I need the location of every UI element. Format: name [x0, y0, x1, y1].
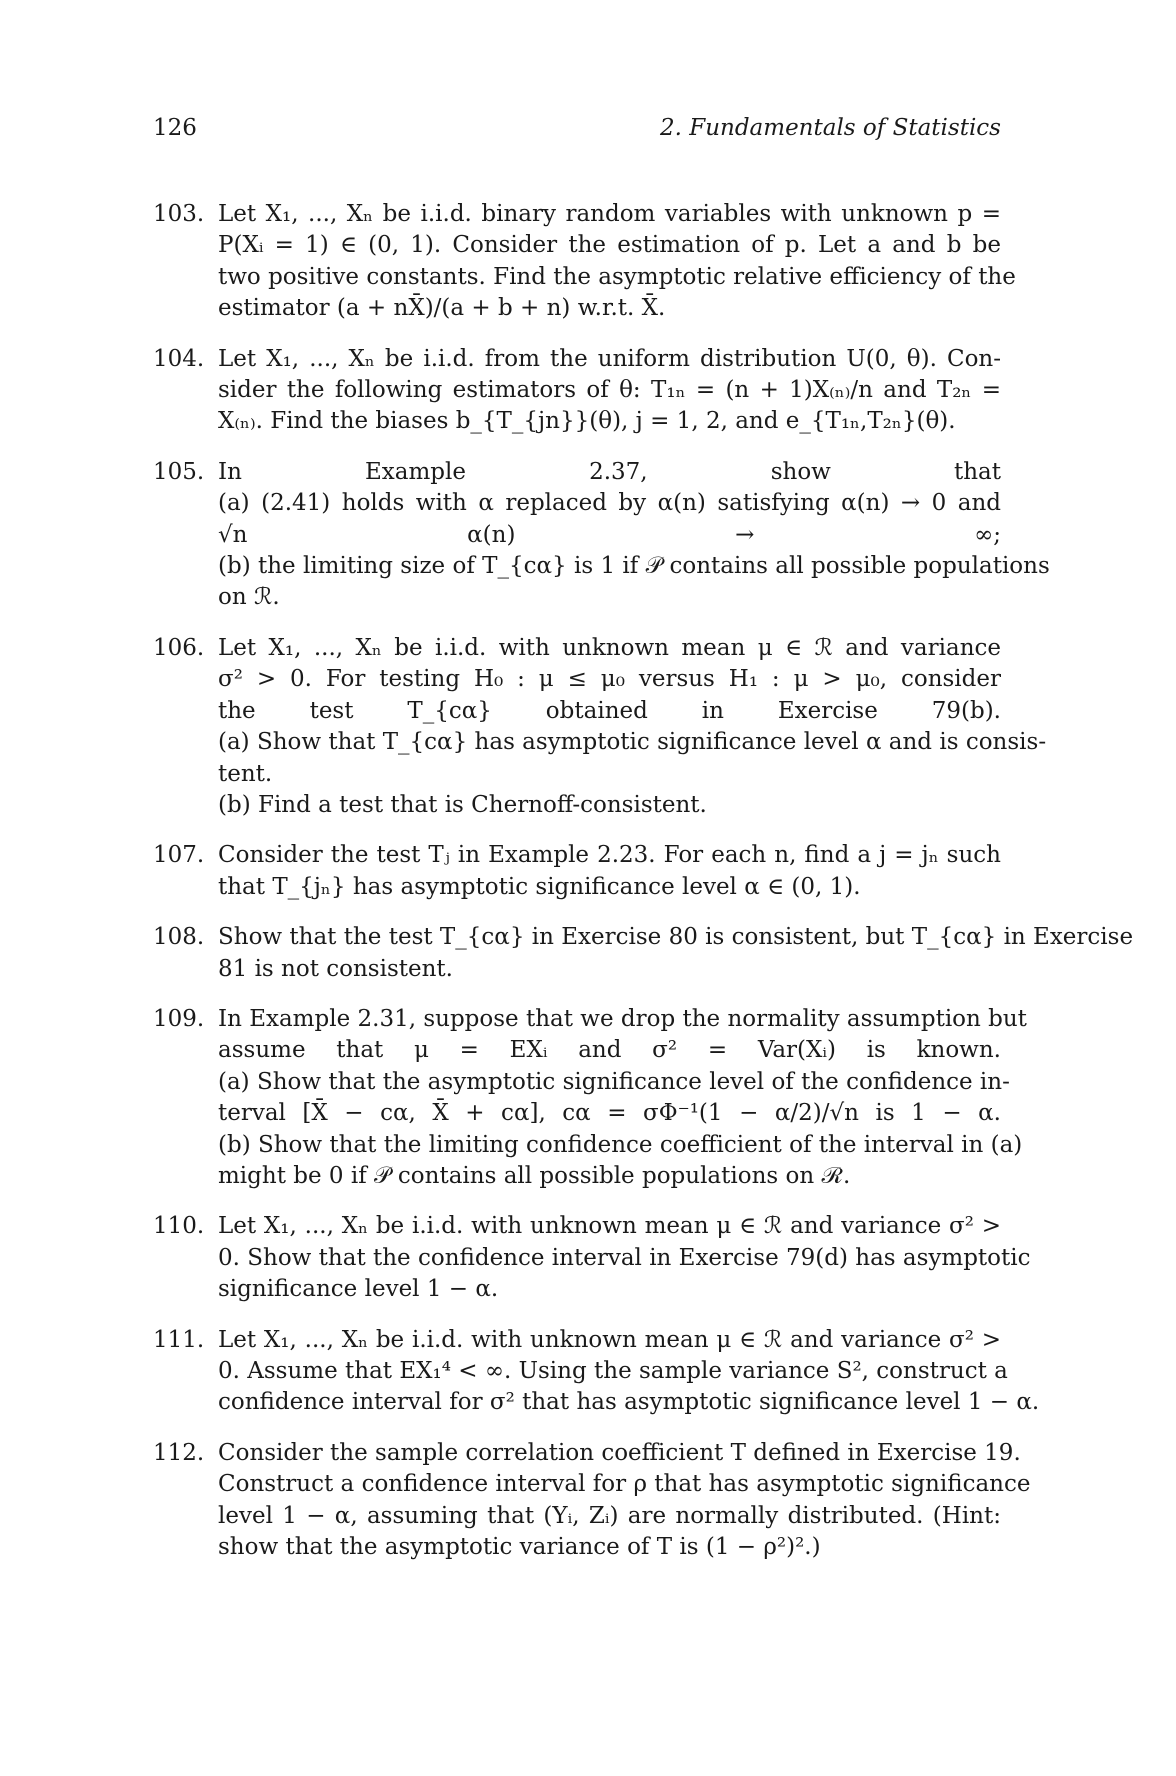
exercise-line: In Example 2.37, show that	[218, 458, 1001, 485]
exercise-line: assume that μ = EXᵢ and σ² = Var(Xᵢ) is known.	[218, 1037, 1001, 1064]
exercise-number: 111.	[153, 1326, 205, 1353]
exercise-item	[153, 344, 1001, 438]
exercise-line: significance level 1 − α.	[218, 1276, 499, 1303]
exercise-list	[153, 199, 1134, 1582]
exercise-text	[218, 1004, 1027, 1192]
exercise-item	[153, 1438, 1031, 1564]
exercise-line: level 1 − α, assuming that (Yᵢ, Zᵢ) are normally distributed. (Hint:	[218, 1502, 1001, 1529]
exercise-text	[218, 199, 1016, 325]
exercise-number: 110.	[153, 1213, 205, 1240]
exercise-text	[218, 922, 1134, 985]
exercise-item	[153, 1004, 1027, 1192]
exercise-line: Let X₁, ..., Xₙ be i.i.d. from the uniform distribution U(0, θ). Con-	[218, 345, 1001, 372]
running-head	[153, 111, 1001, 145]
exercise-line: show that the asymptotic variance of T is (1 − ρ²)².)	[218, 1534, 821, 1561]
exercise-line: Let X₁, ..., Xₙ be i.i.d. binary random variables with unknown p =	[218, 201, 1001, 227]
exercise-line: the test T_{cα} obtained in Exercise 79(b).	[218, 697, 1001, 724]
exercise-line: (a) Show that the asymptotic significance level of the confidence in-	[218, 1068, 1010, 1095]
exercise-item	[153, 633, 1047, 821]
exercise-item	[153, 457, 1050, 614]
exercise-line: Let X₁, ..., Xₙ be i.i.d. with unknown mean μ ∈ ℛ and variance σ² >	[218, 1213, 1001, 1240]
chapter-title: 2. Fundamentals of Statistics	[659, 115, 1001, 141]
exercise-line: (a) Show that T_{cα} has asymptotic significance level α and is consis-	[218, 729, 1047, 756]
exercise-line: Let X₁, ..., Xₙ be i.i.d. with unknown mean μ ∈ ℛ and variance σ² >	[218, 1326, 1001, 1353]
exercise-line: (b) Find a test that is Chernoff-consistent.	[218, 791, 707, 818]
exercise-text	[218, 1211, 1031, 1305]
exercise-number: 103.	[153, 201, 205, 227]
exercise-line: two positive constants. Find the asymptotic relative efficiency of the	[218, 263, 1016, 290]
exercise-line: P(Xᵢ = 1) ∈ (0, 1). Consider the estimation of p. Let a and b be	[218, 232, 1001, 259]
exercise-line: confidence interval for σ² that has asymptotic significance level 1 − α.	[218, 1389, 1040, 1416]
exercise-line: terval [X̄ − cα, X̄ + cα], cα = σΦ⁻¹(1 − α/2)/√n is 1 − α.	[218, 1100, 1001, 1127]
exercise-line: 0. Assume that EX₁⁴ < ∞. Using the sample variance S², construct a	[218, 1358, 1008, 1384]
exercise-line: Let X₁, ..., Xₙ be i.i.d. with unknown mean μ ∈ ℛ and variance	[218, 634, 1001, 661]
exercise-number: 112.	[153, 1439, 205, 1466]
exercise-item	[153, 199, 1016, 325]
exercise-item	[153, 922, 1134, 985]
exercise-line: (b) Show that the limiting confidence coefficient of the interval in (a)	[218, 1131, 1023, 1158]
exercise-text	[218, 344, 1001, 438]
exercise-item	[153, 840, 1001, 903]
exercise-line: (b) the limiting size of T_{cα} is 1 if 𝒫 contains all possible populations	[218, 553, 1050, 580]
exercise-line: might be 0 if 𝒫 contains all possible populations on ℛ.	[218, 1162, 851, 1189]
page-number: 126	[153, 115, 197, 141]
exercise-line: 81 is not consistent.	[218, 955, 453, 982]
exercise-number: 108.	[153, 924, 205, 951]
exercise-number: 107.	[153, 842, 205, 869]
exercise-line: Consider the sample correlation coefficient T defined in Exercise 19.	[218, 1439, 1021, 1466]
exercise-text	[218, 1325, 1040, 1419]
exercise-line: (a) (2.41) holds with α replaced by α(n) satisfying α(n) → 0 and	[218, 490, 1001, 517]
exercise-line: σ² > 0. For testing H₀ : μ ≤ μ₀ versus H₁ : μ > μ₀, consider	[218, 666, 1001, 693]
exercise-number: 109.	[153, 1005, 205, 1032]
exercise-text	[218, 1438, 1031, 1564]
exercise-line: Consider the test Tⱼ in Example 2.23. For each n, find a j = jₙ such	[218, 842, 1001, 869]
exercise-line: sider the following estimators of θ: T₁ₙ = (n + 1)X₍ₙ₎/n and T₂ₙ =	[218, 377, 1001, 404]
exercise-number: 105.	[153, 458, 205, 485]
exercise-number: 104.	[153, 345, 205, 372]
exercise-line: X₍ₙ₎. Find the biases b_{T_{jn}}(θ), j = 1, 2, and e_{T₁ₙ,T₂ₙ}(θ).	[218, 408, 956, 435]
exercise-line: √n α(n) → ∞;	[218, 521, 1001, 548]
exercise-line: In Example 2.31, suppose that we drop the normality assumption but	[218, 1005, 1027, 1032]
exercise-line: tent.	[218, 760, 273, 787]
exercise-item	[153, 1325, 1040, 1419]
exercise-line: Construct a confidence interval for ρ that has asymptotic significance	[218, 1471, 1031, 1498]
exercise-line: that T_{jₙ} has asymptotic significance level α ∈ (0, 1).	[218, 873, 861, 900]
exercise-text	[218, 840, 1001, 903]
exercise-item	[153, 1211, 1031, 1305]
exercise-line: 0. Show that the confidence interval in Exercise 79(d) has asymptotic	[218, 1244, 1031, 1271]
exercise-line: Show that the test T_{cα} in Exercise 80 is consistent, but T_{cα} in Exercise	[218, 924, 1134, 951]
exercise-number: 106.	[153, 634, 205, 661]
exercise-text	[218, 457, 1050, 614]
exercise-line: estimator (a + nX̄)/(a + b + n) w.r.t. X̄.	[218, 295, 666, 322]
exercise-line: on ℛ.	[218, 584, 280, 611]
exercise-text	[218, 633, 1047, 821]
